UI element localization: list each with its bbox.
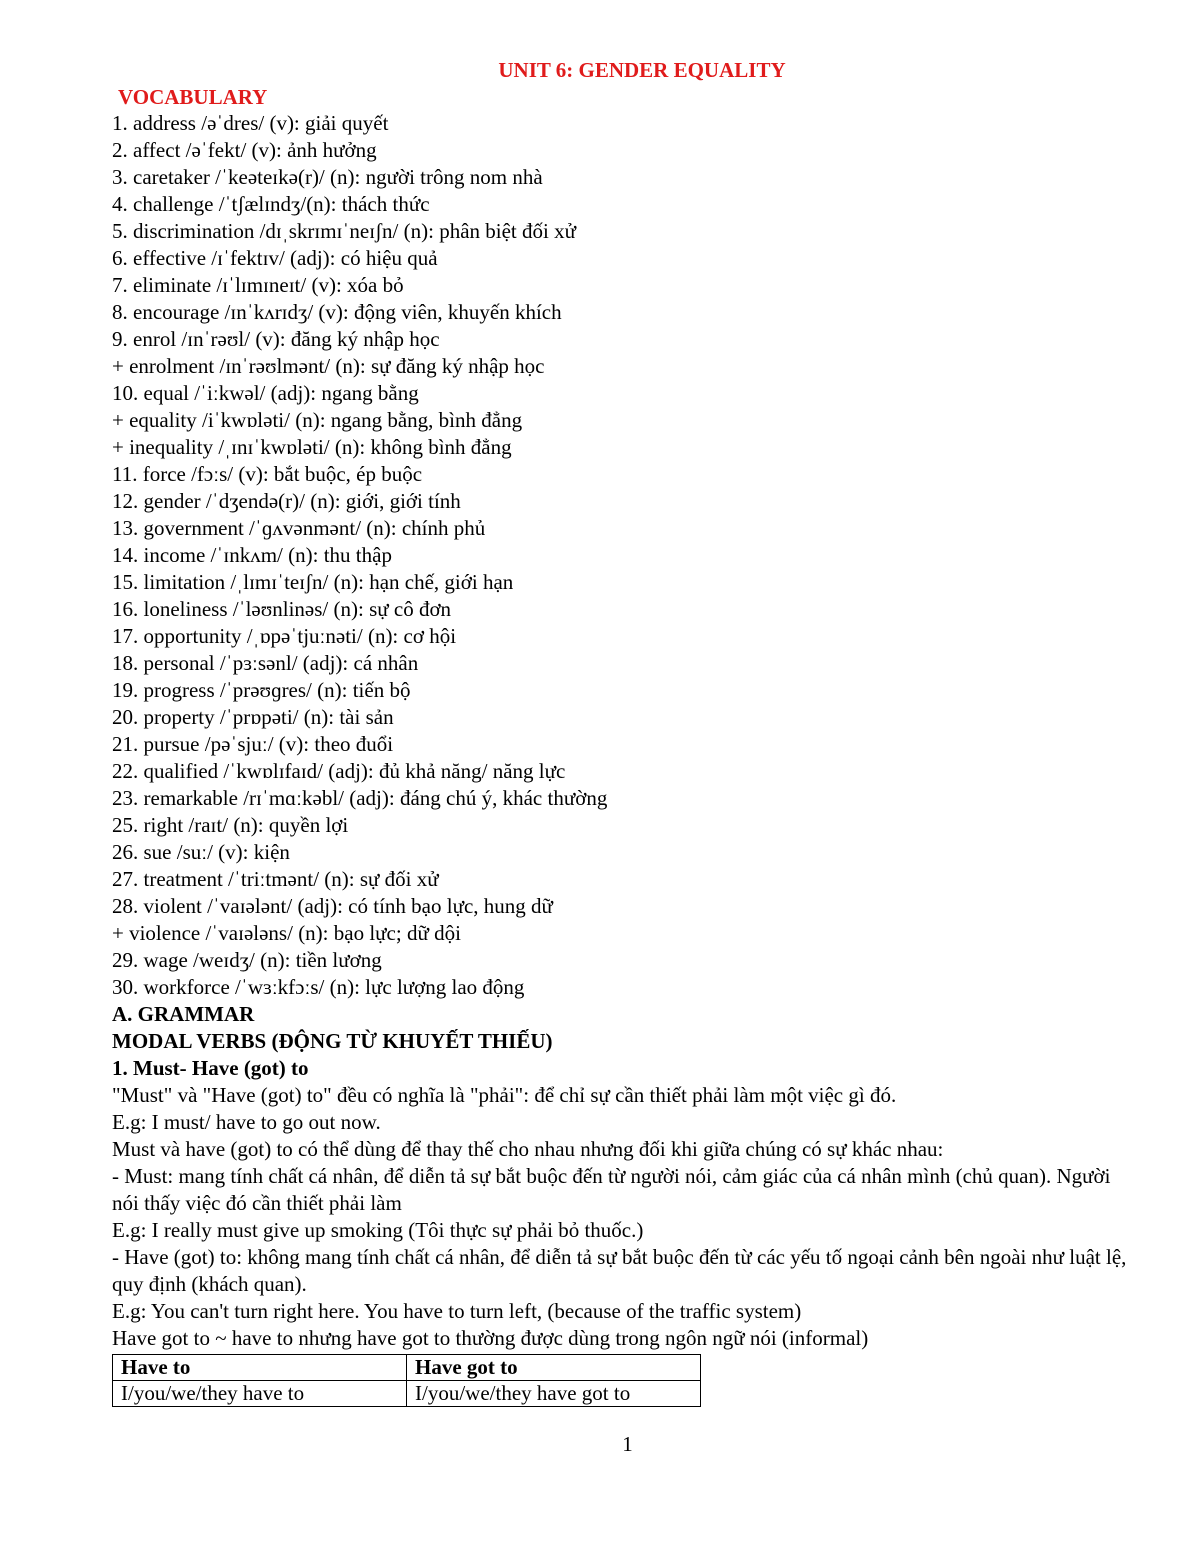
modal-verbs-heading: MODAL VERBS (ĐỘNG TỪ KHUYẾT THIẾU) [112,1029,553,1053]
table-header-cell: Have got to [407,1355,701,1381]
vocab-item: 8. encourage /ɪnˈkʌrɪdʒ/ (v): động viên, khuyến khích [112,300,562,324]
vocab-item: 27. treatment /ˈtriːtmənt/ (n): sự đối xử [112,867,439,891]
vocab-item: + inequality /ˌɪnɪˈkwɒləti/ (n): không bình đẳng [112,435,512,459]
vocab-item: 6. effective /ɪˈfektɪv/ (adj): có hiệu quả [112,246,438,270]
vocab-item: 3. caretaker /ˈkeəteɪkə(r)/ (n): người trông nom nhà [112,165,543,189]
example-must-smoking: E.g: I really must give up smoking (Tôi thực sự phải bỏ thuốc.) [112,1218,644,1242]
vocab-item: 16. loneliness /ˈləʊnlinəs/ (n): sự cô đơn [112,597,452,621]
paragraph-difference: Must và have (got) to có thể dùng để thay thế cho nhau nhưng đối khi giữa chúng có sự khác nhau: [112,1137,944,1161]
vocab-item: 30. workforce /ˈwɜːkfɔːs/ (n): lực lượng lao động [112,975,525,999]
paragraph-have-got-to: Have got to ~ have to nhưng have got to thường được dùng trong ngôn ngữ nói (informal) [112,1326,869,1350]
vocab-item: 14. income /ˈɪnkʌm/ (n): thu thập [112,543,392,567]
vocab-item: 17. opportunity /ˌɒpəˈtjuːnəti/ (n): cơ hội [112,624,457,648]
vocab-item: 2. affect /əˈfekt/ (v): ảnh hưởng [112,138,377,162]
table-cell: I/you/we/they have to [113,1381,407,1407]
vocab-item: 20. property /ˈprɒpəti/ (n): tài sản [112,705,394,729]
paragraph-must-meaning: "Must" và "Have (got) to" đều có nghĩa là "phải": để chỉ sự cần thiết phải làm một việc gì đó. [112,1083,897,1107]
comparison-table [112,1354,701,1407]
vocab-item: + equality /iˈkwɒləti/ (n): ngang bằng, bình đẳng [112,408,523,432]
paragraph-have-to-external: - Have (got) to: không mang tính chất cá nhân, để diễn tả sự bắt buộc đến từ các yếu tố ngoại cảnh bên ngoài như luật lệ, quy định (khách quan). [112,1245,1127,1296]
vocab-item: 18. personal /ˈpɜːsənl/ (adj): cá nhân [112,651,419,675]
vocab-item: 28. violent /ˈvaɪələnt/ (adj): có tính bạo lực, hung dữ [112,894,553,918]
vocab-item: 25. right /raɪt/ (n): quyền lợi [112,813,349,837]
example-must: E.g: I must/ have to go out now. [112,1110,381,1134]
vocabulary-list [112,110,1142,1001]
section-must-have-to: 1. Must- Have (got) to [112,1056,309,1080]
vocab-item: 19. progress /ˈprəʊɡres/ (n): tiến bộ [112,678,411,702]
vocab-item: + enrolment /ɪnˈrəʊlmənt/ (n): sự đăng ký nhập học [112,354,545,378]
vocab-item: 26. sue /suː/ (v): kiện [112,840,290,864]
table-row [113,1381,701,1407]
unit-title: UNIT 6: GENDER EQUALITY [498,58,786,82]
vocab-item: 7. eliminate /ɪˈlɪmɪneɪt/ (v): xóa bỏ [112,273,404,297]
vocab-item: 23. remarkable /rɪˈmɑːkəbl/ (adj): đáng chú ý, khác thường [112,786,608,810]
example-have-to-traffic: E.g: You can't turn right here. You have to turn left, (because of the traffic system) [112,1299,802,1323]
vocab-item: 15. limitation /ˌlɪmɪˈteɪʃn/ (n): hạn chế, giới hạn [112,570,514,594]
vocab-item: 1. address /əˈdres/ (v): giải quyết [112,111,389,135]
vocabulary-heading: VOCABULARY [118,85,268,109]
grammar-heading: A. GRAMMAR [112,1002,255,1026]
page-number: 1 [622,1432,633,1456]
vocab-item: 13. government /ˈɡʌvənmənt/ (n): chính phủ [112,516,486,540]
vocab-item: 5. discrimination /dɪˌskrɪmɪˈneɪʃn/ (n): phân biệt đối xử [112,219,576,243]
vocab-item: 9. enrol /ɪnˈrəʊl/ (v): đăng ký nhập học [112,327,440,351]
paragraph-must-personal: - Must: mang tính chất cá nhân, để diễn tả sự bắt buộc đến từ người nói, cảm giác của cá nhân mình (chủ quan). Người nói thấy việc đó cần thiết phải làm [112,1164,1111,1215]
vocab-item: 22. qualified /ˈkwɒlɪfaɪd/ (adj): đủ khả năng/ năng lực [112,759,566,783]
table-cell: I/you/we/they have got to [407,1381,701,1407]
table-header-row [113,1355,701,1381]
table-header-cell: Have to [113,1355,407,1381]
vocab-item: 12. gender /ˈdʒendə(r)/ (n): giới, giới tính [112,489,461,513]
vocab-item: 29. wage /weɪdʒ/ (n): tiền lương [112,948,382,972]
vocab-item: 21. pursue /pəˈsjuː/ (v): theo đuổi [112,732,394,756]
vocab-item: 10. equal /ˈiːkwəl/ (adj): ngang bằng [112,381,419,405]
document-page [112,56,1142,1407]
vocab-item: 4. challenge /ˈtʃælɪndʒ/(n): thách thức [112,192,430,216]
vocab-item: 11. force /fɔːs/ (v): bắt buộc, ép buộc [112,462,423,486]
vocab-item: + violence /ˈvaɪələns/ (n): bạo lực; dữ dội [112,921,461,945]
